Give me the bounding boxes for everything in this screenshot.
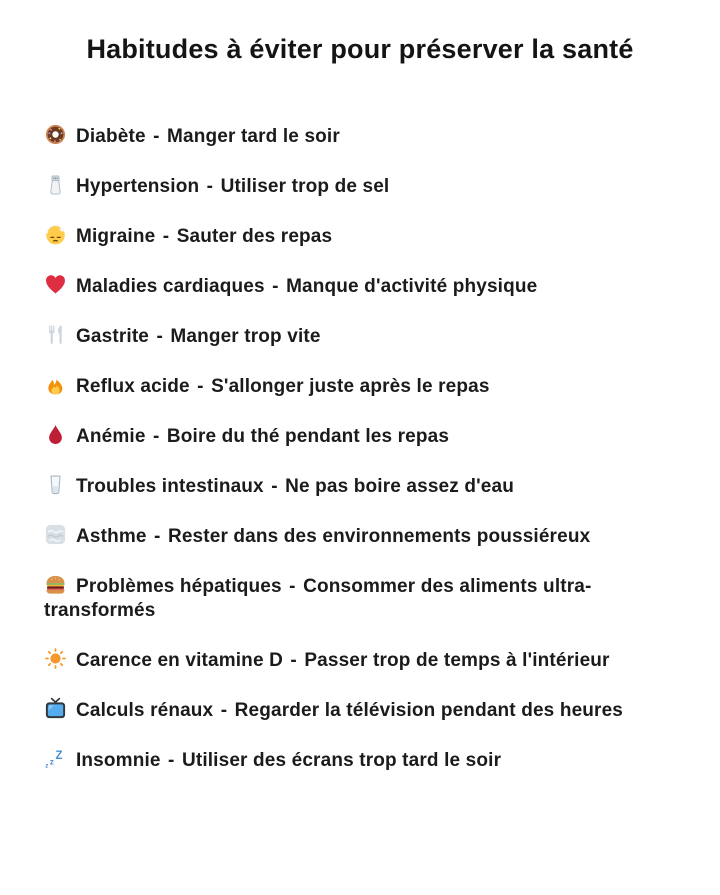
separator: - [206, 176, 214, 197]
blood-drop-icon [44, 423, 67, 446]
habit-label: Passer trop de temps à l'intérieur [304, 650, 610, 671]
separator: - [153, 126, 160, 147]
head-bandage-face-icon [44, 223, 67, 246]
list-item [44, 273, 692, 299]
habit-label: Regarder la télévision pendant des heures [234, 700, 624, 721]
separator: - [162, 226, 170, 247]
list-item [44, 747, 692, 773]
habit-label: Manger tard le soir [167, 126, 340, 147]
habit-label: Manque d'activité physique [286, 276, 538, 297]
separator: - [152, 426, 160, 447]
habit-label: Boire du thé pendant les repas [166, 426, 450, 447]
separator: - [271, 476, 278, 497]
list-item [44, 173, 692, 199]
list-item [44, 473, 692, 499]
habit-label: Utiliser des écrans trop tard le soir [181, 750, 502, 771]
condition-label: Problèmes hépatiques [76, 576, 282, 597]
habit-label: S'allonger juste après le repas [211, 376, 490, 397]
list-item [44, 697, 692, 723]
condition-label: Troubles intestinaux [76, 476, 264, 497]
condition-label: Migraine [76, 226, 156, 247]
habit-label: Ne pas boire assez d'eau [285, 476, 514, 497]
separator: - [272, 276, 279, 297]
donut-icon [44, 123, 67, 146]
list-item [44, 573, 692, 623]
condition-label: Hypertension [76, 176, 200, 197]
condition-label: Maladies cardiaques [76, 276, 265, 297]
list-item [44, 523, 692, 549]
separator: - [197, 376, 204, 397]
separator: - [220, 700, 228, 721]
fire-icon [44, 373, 67, 396]
list-item [44, 423, 692, 449]
fog-icon [44, 523, 67, 546]
red-heart-icon [44, 273, 67, 296]
habit-label: Consommer des aliments ultra-transformés [44, 576, 592, 621]
fork-knife-icon [44, 323, 67, 346]
habit-label: Manger trop vite [170, 326, 321, 347]
separator: - [168, 750, 175, 771]
salt-shaker-icon [44, 173, 67, 196]
list-item [44, 373, 692, 399]
condition-label: Insomnie [76, 750, 161, 771]
condition-label: Asthme [76, 526, 147, 547]
condition-label: Diabète [76, 126, 146, 147]
separator: - [156, 326, 163, 347]
glass-of-water-icon [44, 473, 67, 496]
svg-text:z: z [49, 756, 54, 767]
list-item [44, 647, 692, 673]
condition-label: Anémie [76, 426, 146, 447]
habit-label: Sauter des repas [176, 226, 333, 247]
zzz-icon [44, 747, 67, 770]
list-item [44, 123, 692, 149]
condition-label: Calculs rénaux [76, 700, 214, 721]
condition-label: Carence en vitamine D [76, 650, 283, 671]
svg-text:Z: Z [55, 750, 63, 763]
condition-label: Reflux acide [76, 376, 190, 397]
sun-icon [44, 647, 67, 670]
habit-label: Rester dans des environnements poussiéreux [167, 526, 591, 547]
list-item [44, 323, 692, 349]
page-title: Habitudes à éviter pour préserver la santé [86, 34, 634, 64]
separator: - [289, 576, 296, 597]
separator: - [154, 526, 161, 547]
separator: - [290, 650, 297, 671]
list-item [44, 223, 692, 249]
condition-label: Gastrite [76, 326, 150, 347]
svg-text:z: z [45, 762, 49, 770]
television-icon [44, 697, 67, 720]
hamburger-icon [44, 573, 67, 596]
habit-list [0, 123, 720, 773]
habit-label: Utiliser trop de sel [220, 176, 390, 197]
